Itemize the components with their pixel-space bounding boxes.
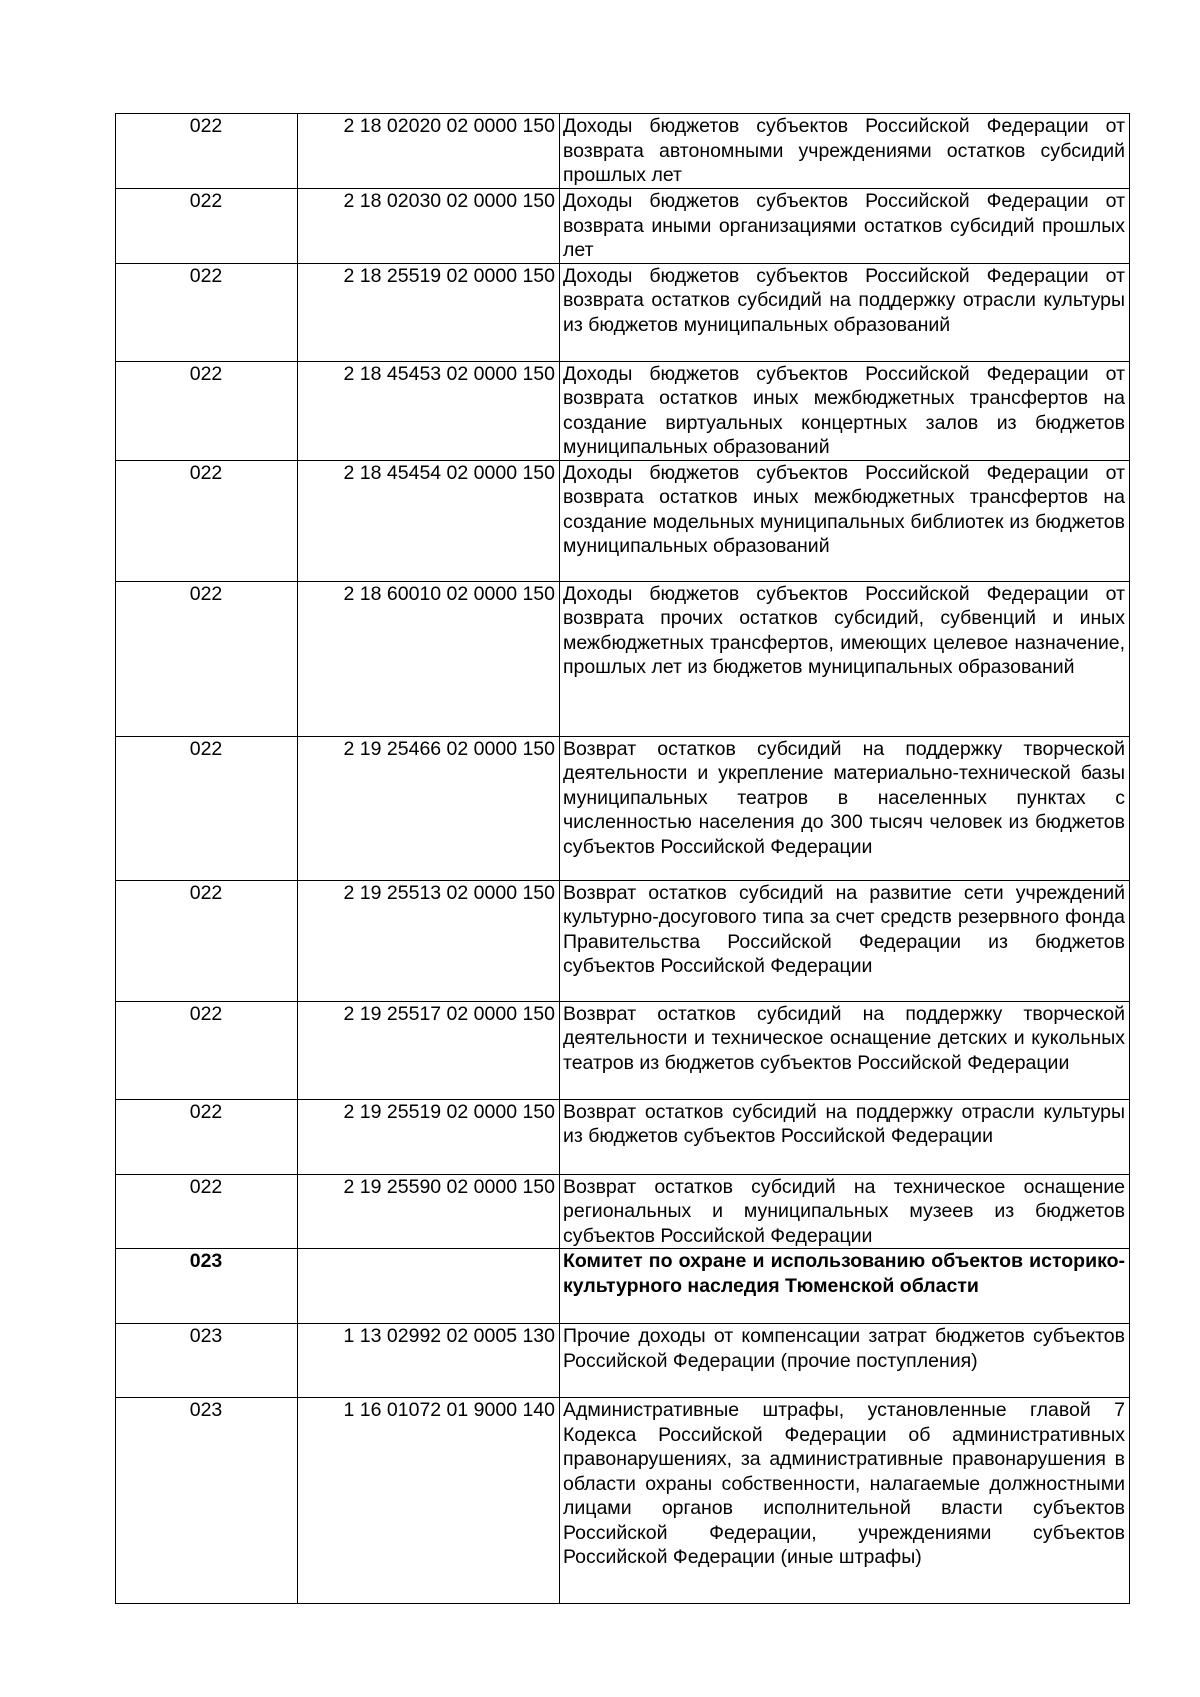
budget-classification-code-cell: 2 18 02030 02 0000 150 (298, 189, 560, 264)
budget-classification-code-cell: 2 18 45454 02 0000 150 (298, 460, 560, 581)
revenue-name-cell: Возврат остатков субсидий на поддержку творческой деятельности и укрепление материально-технической базы муниципальных театров в населенных пунктах с численностью населения до 300 тысяч человек из бюджетов субъектов Российской Федерации (560, 736, 1130, 880)
table-row (116, 460, 1130, 581)
table-row (116, 361, 1130, 460)
revenue-name-cell: Возврат остатков субсидий на развитие сети учреждений культурно-досугового типа за счет средств резервного фонда Правительства Российской Федерации из бюджетов субъектов Российской Федерации (560, 880, 1130, 1001)
table-body (116, 114, 1130, 1604)
administrator-code-cell: 023 (116, 1324, 298, 1398)
table-row (116, 1398, 1130, 1604)
revenue-name-cell: Возврат остатков субсидий на техническое оснащение региональных и муниципальных музеев из бюджетов субъектов Российской Федерации (560, 1174, 1130, 1249)
revenue-name-cell: Доходы бюджетов субъектов Российской Федерации от возврата остатков иных межбюджетных трансфертов на создание модельных муниципальных библиотек из бюджетов муниципальных образований (560, 460, 1130, 581)
table-row (116, 1099, 1130, 1174)
administrator-code-cell: 022 (116, 263, 298, 361)
revenue-name-cell: Комитет по охране и использованию объектов историко-культурного наследия Тюменской области (560, 1249, 1130, 1324)
revenue-name-cell: Доходы бюджетов субъектов Российской Федерации от возврата остатков иных межбюджетных трансфертов на создание виртуальных концертных залов из бюджетов муниципальных образований (560, 361, 1130, 460)
table-row (116, 114, 1130, 189)
budget-classification-code-cell: 2 19 25466 02 0000 150 (298, 736, 560, 880)
budget-revenue-table (115, 113, 1130, 1604)
administrator-code-cell: 023 (116, 1249, 298, 1324)
budget-classification-code-cell: 2 18 25519 02 0000 150 (298, 263, 560, 361)
administrator-code-cell: 022 (116, 1174, 298, 1249)
budget-classification-code-cell: 1 13 02992 02 0005 130 (298, 1324, 560, 1398)
administrator-code-cell: 022 (116, 114, 298, 189)
budget-classification-code-cell: 2 19 25513 02 0000 150 (298, 880, 560, 1001)
table-row (116, 581, 1130, 736)
administrator-code-cell: 022 (116, 460, 298, 581)
administrator-code-cell: 022 (116, 880, 298, 1001)
table-row (116, 189, 1130, 264)
table-row (116, 1324, 1130, 1398)
revenue-name-cell: Доходы бюджетов субъектов Российской Федерации от возврата остатков субсидий на поддержку отрасли культуры из бюджетов муниципальных образований (560, 263, 1130, 361)
budget-classification-code-cell (298, 1249, 560, 1324)
budget-classification-code-cell: 1 16 01072 01 9000 140 (298, 1398, 560, 1604)
revenue-name-cell: Возврат остатков субсидий на поддержку отрасли культуры из бюджетов субъектов Российской Федерации (560, 1099, 1130, 1174)
budget-classification-code-cell: 2 19 25517 02 0000 150 (298, 1001, 560, 1099)
table-row (116, 880, 1130, 1001)
administrator-code-cell: 022 (116, 581, 298, 736)
revenue-name-cell: Доходы бюджетов субъектов Российской Федерации от возврата автономными учреждениями остатков субсидий прошлых лет (560, 114, 1130, 189)
table-row (116, 263, 1130, 361)
budget-classification-code-cell: 2 18 02020 02 0000 150 (298, 114, 560, 189)
administrator-code-cell: 022 (116, 1001, 298, 1099)
revenue-name-cell: Прочие доходы от компенсации затрат бюджетов субъектов Российской Федерации (прочие поступления) (560, 1324, 1130, 1398)
table-section-header-row (116, 1249, 1130, 1324)
table-row (116, 1001, 1130, 1099)
administrator-code-cell: 022 (116, 189, 298, 264)
administrator-code-cell: 022 (116, 1099, 298, 1174)
revenue-name-cell: Доходы бюджетов субъектов Российской Федерации от возврата прочих остатков субсидий, субвенций и иных межбюджетных трансфертов, имеющих целевое назначение, прошлых лет из бюджетов муниципальных образований (560, 581, 1130, 736)
administrator-code-cell: 023 (116, 1398, 298, 1604)
table-row (116, 1174, 1130, 1249)
budget-classification-code-cell: 2 19 25519 02 0000 150 (298, 1099, 560, 1174)
administrator-code-cell: 022 (116, 361, 298, 460)
revenue-name-cell: Возврат остатков субсидий на поддержку творческой деятельности и техническое оснащение детских и кукольных театров из бюджетов субъектов Российской Федерации (560, 1001, 1130, 1099)
revenue-name-cell: Доходы бюджетов субъектов Российской Федерации от возврата иными организациями остатков субсидий прошлых лет (560, 189, 1130, 264)
budget-classification-code-cell: 2 18 60010 02 0000 150 (298, 581, 560, 736)
budget-classification-code-cell: 2 18 45453 02 0000 150 (298, 361, 560, 460)
administrator-code-cell: 022 (116, 736, 298, 880)
budget-classification-code-cell: 2 19 25590 02 0000 150 (298, 1174, 560, 1249)
revenue-name-cell: Административные штрафы, установленные главой 7 Кодекса Российской Федерации об административных правонарушениях, за административные правонарушения в области охраны собственности, налагаемые должностными лицами органов исполнительной власти субъектов Российской Федерации, учреждениями субъектов Российской Федерации (иные штрафы) (560, 1398, 1130, 1604)
table-row (116, 736, 1130, 880)
